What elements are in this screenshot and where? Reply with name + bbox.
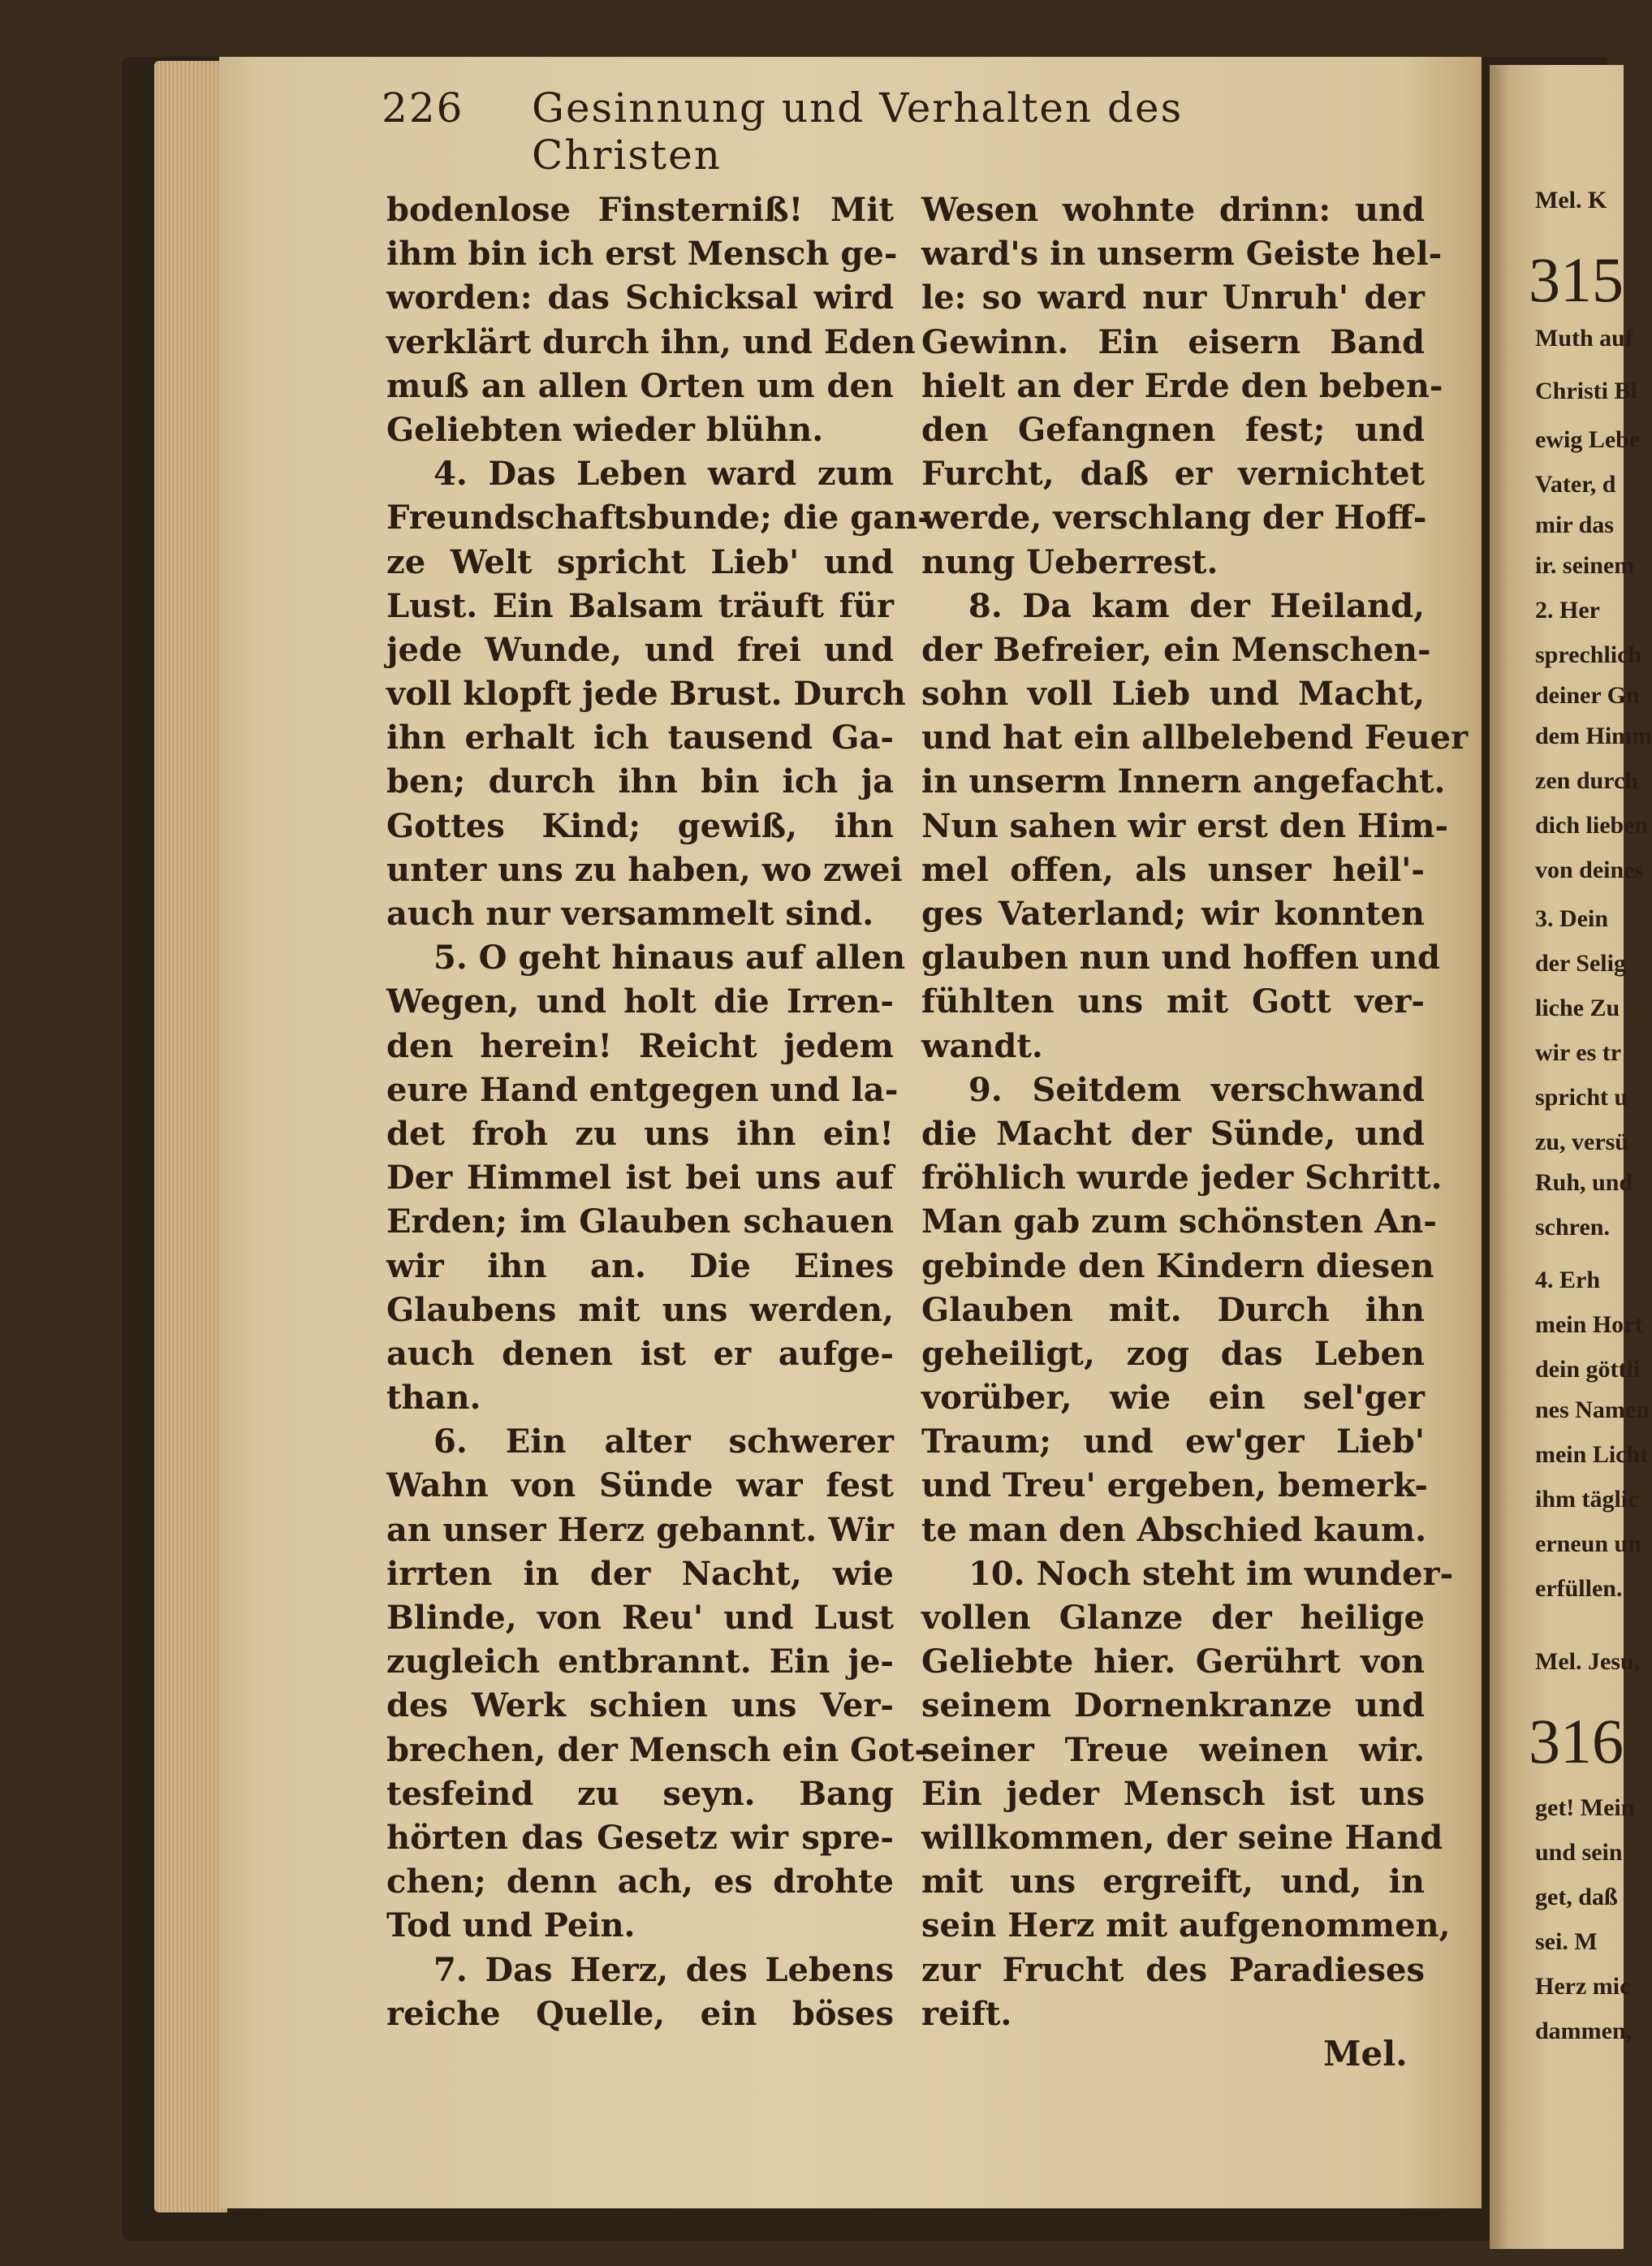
text-line: ward's in unserm Geiste hel- [921, 235, 1443, 274]
text-line: hielt an der Erde den beben- [921, 366, 1443, 405]
page-edges [154, 61, 227, 2212]
text-line: bodenlose Finsterniß! Mit [386, 191, 894, 229]
text-line: Traum; und ew'ger Lieb' [921, 1422, 1425, 1461]
text-line: Freundschaftsbunde; die gan- [386, 499, 931, 537]
text-line: fröhlich wurde jeder Schritt. [921, 1159, 1443, 1198]
facing-page-fragment: 2. Her [1535, 597, 1600, 624]
text-line: in unserm Innern angefacht. [921, 762, 1446, 801]
facing-page-fragment: Vater, d [1535, 471, 1616, 498]
text-line: ihn erhalt ich tausend Ga- [386, 719, 894, 757]
text-line: nung Ueberrest. [921, 542, 1219, 581]
facing-page-fragment: Ruh, und [1535, 1169, 1633, 1196]
facing-page-fragment: Christi Bl [1535, 378, 1637, 404]
facing-page-fragment: Muth auf [1535, 325, 1633, 352]
text-line: irrten in der Nacht, wie [386, 1554, 894, 1593]
text-line: ben; durch ihn bin ich ja [386, 762, 894, 801]
running-title: Gesinnung und Verhalten des Christen [532, 84, 1184, 179]
text-line: den herein! Reicht jedem [386, 1026, 894, 1065]
text-line: 7. Das Herz, des Lebens [433, 1950, 894, 1989]
text-line: Der Himmel ist bei uns auf [386, 1159, 894, 1198]
facing-page-fragment: zen durch [1535, 767, 1638, 794]
text-line: te man den Abschied kaum. [921, 1510, 1426, 1549]
text-line: wandt. [921, 1026, 1043, 1065]
text-line: gebinde den Kindern diesen [921, 1246, 1434, 1285]
facing-page-fragment: sei. M [1535, 1928, 1598, 1955]
text-line: worden: das Schicksal wird [386, 278, 894, 317]
text-line: an unser Herz gebannt. Wir [386, 1510, 894, 1549]
facing-page-fragment: Mel. K [1535, 187, 1607, 214]
text-line: Gewinn. Ein eisern Band [921, 322, 1425, 361]
facing-page-fragment: von deines [1535, 857, 1645, 883]
facing-page-fragment: schren. [1535, 1214, 1610, 1241]
text-line: des Werk schien uns Ver- [386, 1686, 894, 1725]
text-line: willkommen, der seine Hand [921, 1818, 1443, 1857]
text-line: zur Frucht des Paradieses [921, 1950, 1425, 1989]
facing-page-fragment: ewig Lebe [1535, 426, 1641, 453]
text-line: unter uns zu haben, wo zwei [386, 850, 903, 889]
text-line: chen; denn ach, es drohte [386, 1862, 894, 1901]
text-line: zugleich entbrannt. Ein je- [386, 1642, 894, 1681]
text-line: der Befreier, ein Menschen- [921, 630, 1431, 669]
facing-page-fragment: erneun un [1535, 1530, 1641, 1557]
text-line: Geliebte hier. Gerührt von [921, 1642, 1425, 1681]
facing-page-fragment: liche Zu [1535, 995, 1620, 1021]
facing-page-fragment: dammen, [1535, 2018, 1633, 2044]
facing-page-fragment: erfüllen. [1535, 1575, 1623, 1602]
text-line: hörten das Gesetz wir spre- [386, 1818, 894, 1857]
facing-page-fragment: get, daß [1535, 1884, 1618, 1910]
book-page-right-facing [1490, 65, 1652, 2249]
facing-page-fragment: sprechlich [1535, 641, 1642, 668]
facing-page-fragment: spricht u [1535, 1084, 1628, 1111]
facing-page-fragment: mein Licht [1535, 1441, 1649, 1468]
text-line: mel offen, als unser heil'- [921, 850, 1425, 889]
facing-page-fragment: 316 [1529, 1706, 1624, 1776]
text-line: Ein jeder Mensch ist uns [921, 1774, 1425, 1813]
text-line: 10. Noch steht im wunder- [968, 1554, 1454, 1593]
text-line: 8. Da kam der Heiland, [968, 586, 1425, 625]
text-line: ihm bin ich erst Mensch ge- [386, 235, 898, 274]
facing-page-fragment: dein göttli [1535, 1356, 1641, 1383]
text-line: Wesen wohnte drinn: und [921, 191, 1425, 229]
facing-page-fragment: wir es tr [1535, 1039, 1622, 1066]
facing-page-fragment: mir das [1535, 511, 1614, 538]
text-line: 6. Ein alter schwerer [433, 1422, 894, 1461]
text-line: werde, verschlang der Hoff- [921, 499, 1427, 537]
text-line: auch nur versammelt sind. [386, 895, 874, 933]
text-line: Tod und Pein. [386, 1906, 636, 1945]
text-line: eure Hand entgegen und la- [386, 1070, 899, 1109]
facing-page-fragment: nes Namen [1535, 1396, 1650, 1423]
facing-page-fragment: ir. seinem [1535, 552, 1635, 579]
text-line: jede Wunde, und frei und [386, 630, 894, 669]
text-line: Geliebten wieder blühn. [386, 410, 824, 449]
text-line: und hat ein allbelebend Feuer [921, 719, 1469, 757]
text-line: muß an allen Orten um den [386, 366, 894, 405]
text-line: sein Herz mit aufgenommen, [921, 1906, 1451, 1945]
text-column-left [386, 188, 931, 2036]
text-line: und Treu' ergeben, bemerk- [921, 1466, 1428, 1505]
text-line: 4. Das Leben ward zum [433, 455, 894, 494]
page-header [382, 84, 1291, 179]
text-line: fühlten uns mit Gott ver- [921, 982, 1425, 1021]
page-number: 226 [382, 84, 464, 132]
text-line: Erden; im Glauben schauen [386, 1202, 894, 1241]
facing-page-fragment: 315 [1529, 244, 1624, 315]
text-line: vorüber, wie ein sel'ger [921, 1379, 1425, 1418]
text-column-right [921, 188, 1469, 2036]
text-line: auch denen ist er aufge- [386, 1334, 894, 1373]
text-line: reift. [921, 1994, 1012, 2033]
text-line: Glaubens mit uns werden, [386, 1290, 894, 1329]
facing-page-fragment: zu, versü [1535, 1129, 1628, 1155]
facing-page-fragment: dich lieben [1535, 812, 1649, 839]
facing-page-fragment: 3. Dein [1535, 905, 1608, 932]
text-line: Wahn von Sünde war fest [386, 1466, 894, 1505]
facing-page-fragment: Herz mic [1535, 1973, 1631, 2000]
text-line: reiche Quelle, ein böses [386, 1994, 894, 2033]
facing-page-fragment: und sein [1535, 1839, 1623, 1866]
text-line: det froh zu uns ihn ein! [386, 1114, 894, 1153]
text-line: glauben nun und hoffen und [921, 939, 1441, 978]
text-line: mit uns ergreift, und, in [921, 1862, 1425, 1901]
catchword: Mel. [1323, 2034, 1408, 2074]
text-line: die Macht der Sünde, und [921, 1114, 1425, 1153]
text-line: 9. Seitdem verschwand [968, 1070, 1425, 1109]
text-line: vollen Glanze der heilige [921, 1599, 1425, 1637]
text-line: wir ihn an. Die Eines [386, 1246, 894, 1285]
facing-page-fragment: der Selig [1535, 950, 1626, 977]
text-line: le: so ward nur Unruh' der [921, 278, 1425, 317]
text-line: seiner Treue weinen wir. [921, 1730, 1425, 1769]
text-line: Man gab zum schönsten An- [921, 1202, 1437, 1241]
text-line: geheiligt, zog das Leben [921, 1334, 1425, 1373]
text-line: Wegen, und holt die Irren- [386, 982, 894, 1021]
text-line: Gottes Kind; gewiß, ihn [386, 806, 894, 845]
facing-page-fragment: dem Himm [1535, 723, 1652, 749]
text-line: den Gefangnen fest; und [921, 410, 1425, 449]
text-line: sohn voll Lieb und Macht, [921, 675, 1425, 714]
text-line: Furcht, daß er vernichtet [921, 455, 1425, 494]
facing-page-fragment: 4. Erh [1535, 1267, 1601, 1293]
text-line: than. [386, 1379, 481, 1418]
text-line: ges Vaterland; wir konnten [921, 895, 1425, 933]
text-line: Blinde, von Reu' und Lust [386, 1599, 894, 1637]
text-line: voll klopft jede Brust. Durch [386, 675, 906, 714]
facing-page-fragment: deiner Gn [1535, 682, 1640, 709]
text-line: 5. O geht hinaus auf allen [433, 939, 906, 978]
text-line: seinem Dornenkranze und [921, 1686, 1425, 1725]
text-line: tesfeind zu seyn. Bang [386, 1774, 894, 1813]
text-line: brechen, der Mensch ein Got- [386, 1730, 928, 1769]
text-line: ze Welt spricht Lieb' und [386, 542, 894, 581]
facing-page-fragment: ihm täglic [1535, 1486, 1639, 1513]
facing-page-fragment: mein Hort [1535, 1311, 1643, 1338]
facing-page-fragment: get! Mein [1535, 1794, 1635, 1821]
text-line: Lust. Ein Balsam träuft für [386, 586, 894, 625]
facing-page-fragment: Mel. Jesu, [1535, 1648, 1641, 1675]
text-line: Glauben mit. Durch ihn [921, 1290, 1425, 1329]
text-line: verklärt durch ihn, und Eden [386, 322, 916, 361]
text-line: Nun sahen wir erst den Him- [921, 806, 1449, 845]
